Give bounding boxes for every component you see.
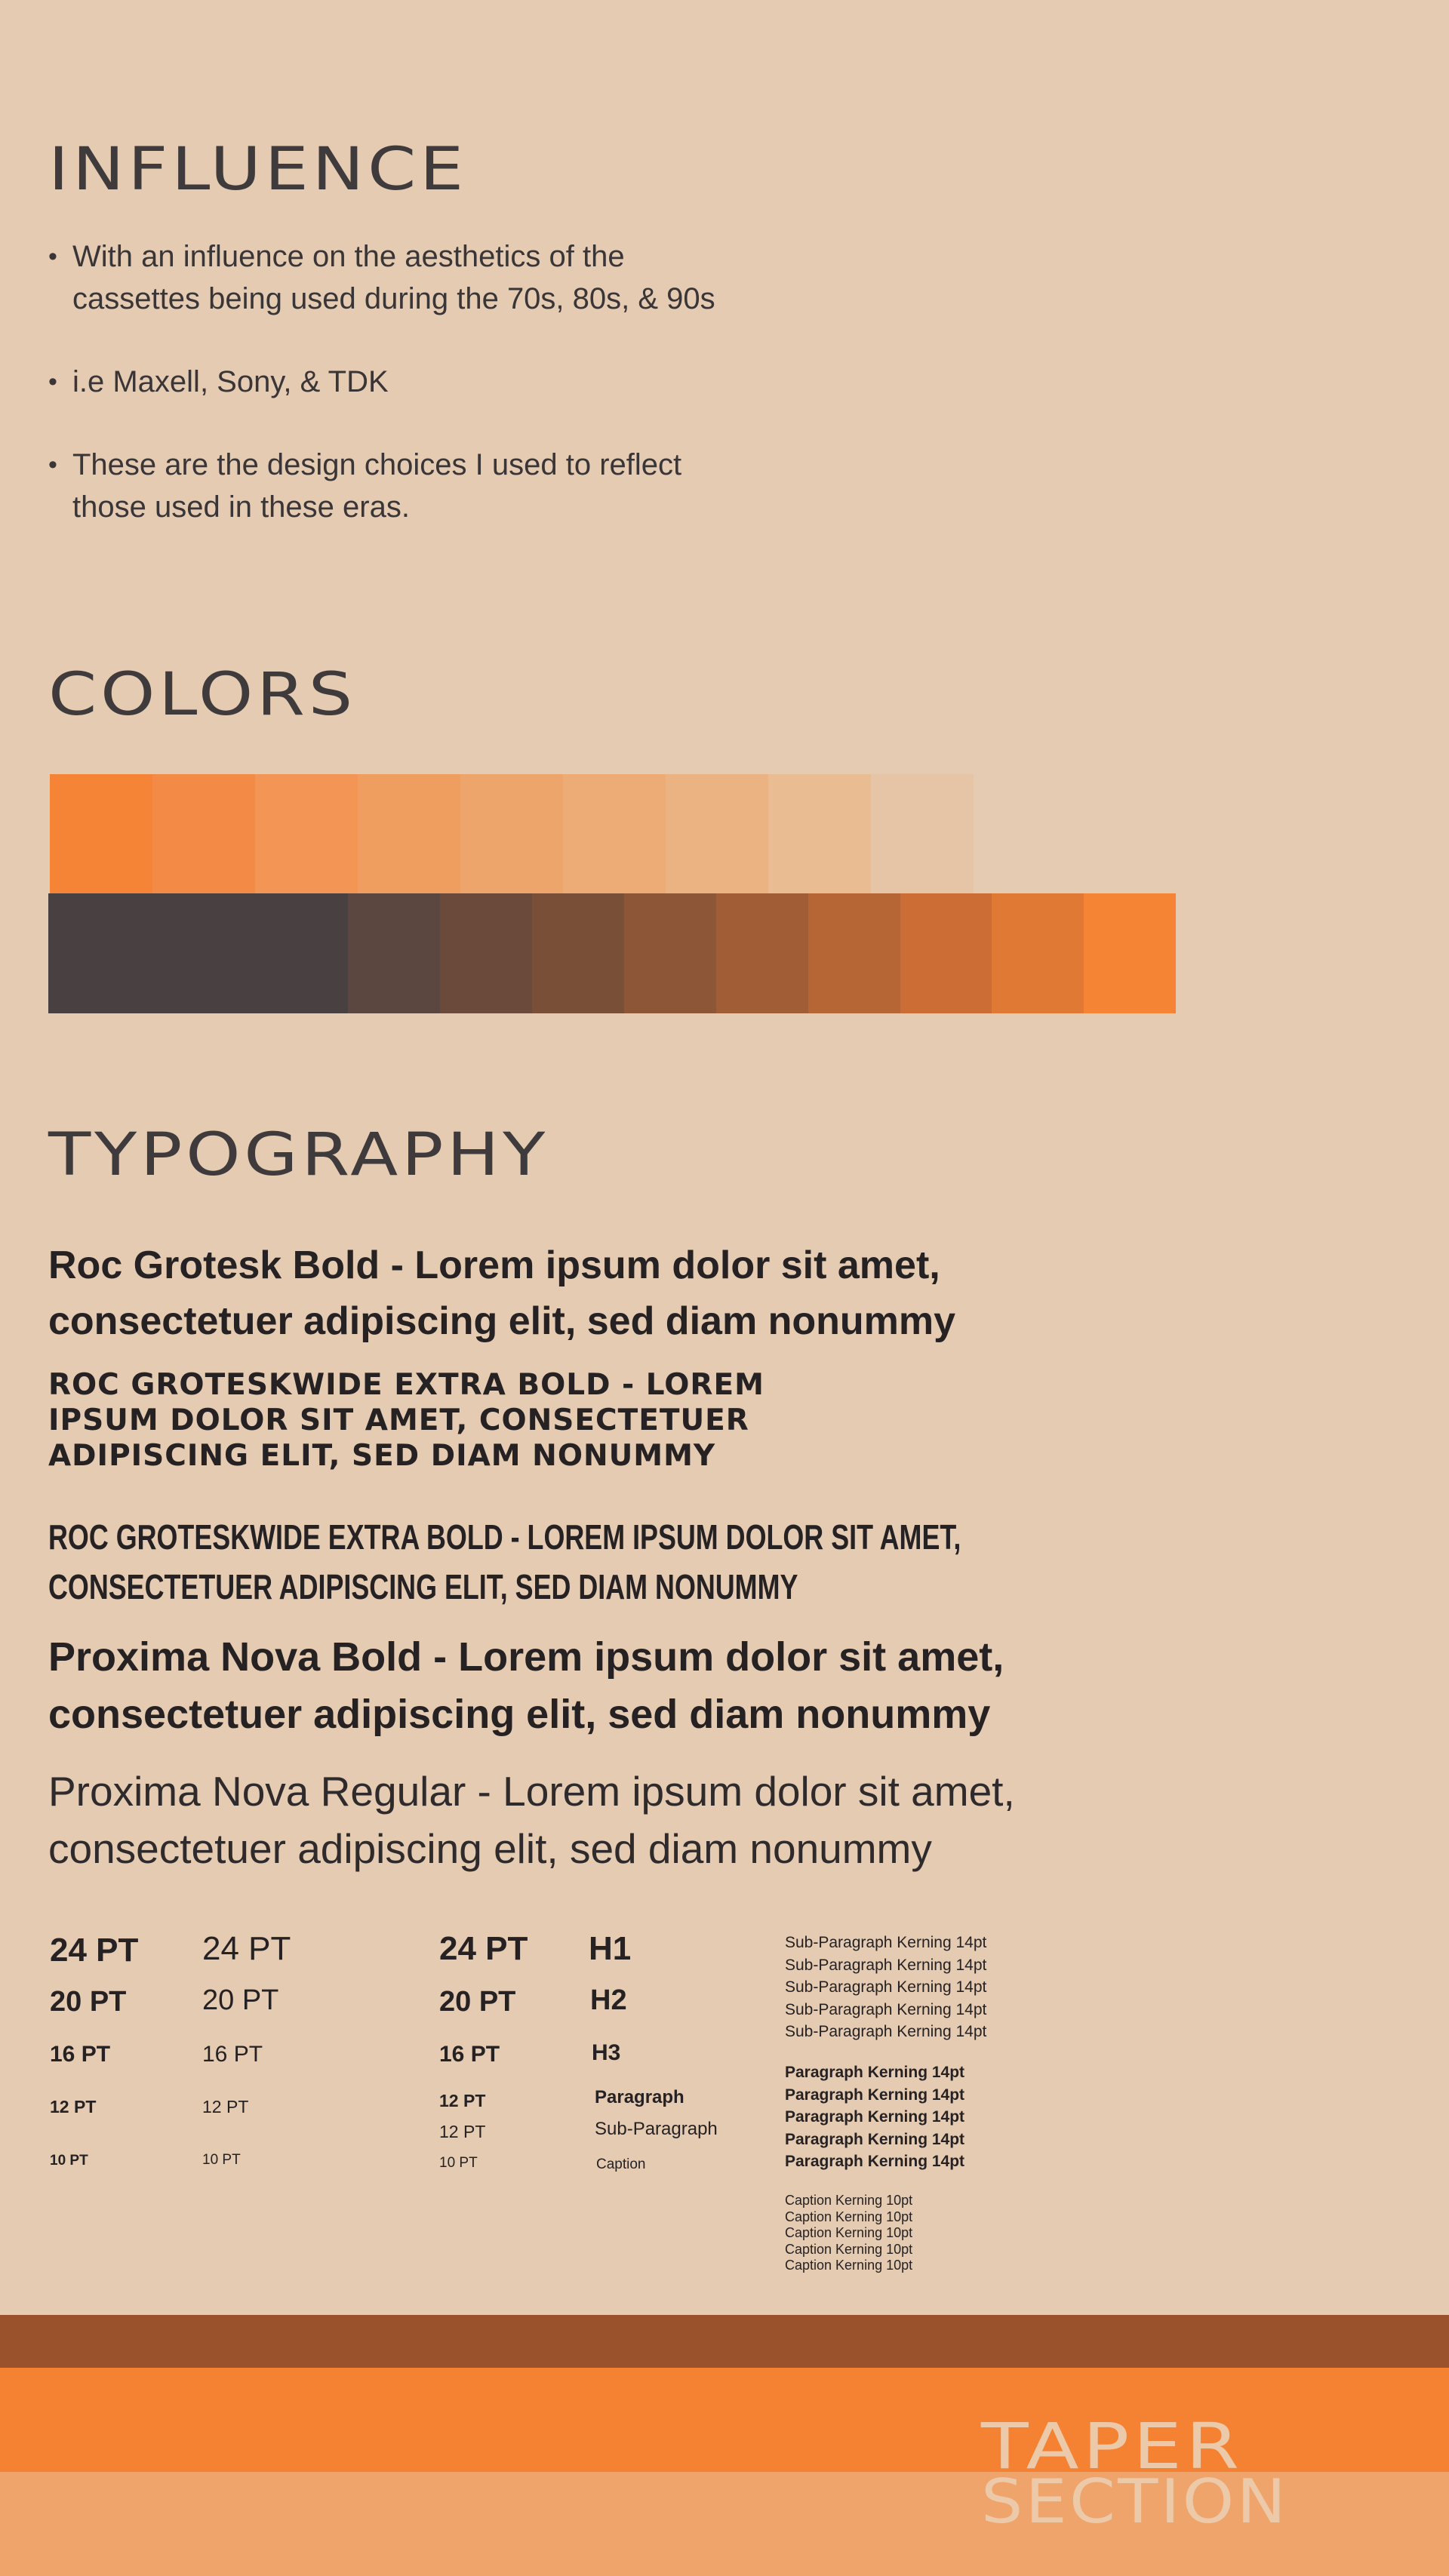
spec-regular-12: 12 PT	[202, 2097, 249, 2116]
color-swatch	[532, 893, 624, 1013]
bullet-line: • i.e Maxell, Sony, & TDK	[72, 365, 389, 398]
spec-regular-16: 16 PT	[202, 2042, 263, 2067]
sample-condensed-extra-bold	[48, 1512, 961, 1612]
kerning-line: Caption Kerning 10pt	[785, 2241, 913, 2257]
influence-bullet	[48, 361, 878, 403]
color-swatch	[1084, 893, 1176, 1013]
color-swatch	[563, 774, 666, 893]
kerning-line: Paragraph Kerning 14pt	[785, 2064, 965, 2081]
spec-regular-20: 20 PT	[202, 1984, 279, 2016]
kerning-paragraph	[785, 2061, 964, 2173]
kerning-line: Paragraph Kerning 14pt	[785, 2130, 965, 2148]
sample-line: consectetuer adipiscing elit, sed diam nonummy	[48, 1825, 932, 1872]
kerning-line: Sub-Paragraph Kerning 14pt	[785, 1978, 987, 1996]
color-swatch	[900, 893, 992, 1013]
colors-title: COLORS	[48, 661, 356, 729]
sample-line: consectetuer adipiscing elit, sed diam nonummy	[48, 1299, 956, 1343]
kerning-line: Paragraph Kerning 14pt	[785, 2086, 965, 2104]
sample-line: ADIPISCING ELIT, SED DIAM NONUMMY	[48, 1439, 716, 1473]
sample-roc-grotesk-bold	[48, 1237, 955, 1349]
spec-mixed-20: 20 PT	[439, 1986, 516, 2018]
color-swatch	[624, 893, 716, 1013]
kerning-line: Caption Kerning 10pt	[785, 2209, 913, 2224]
color-swatch	[50, 774, 152, 893]
spec-mixed-16: 16 PT	[439, 2042, 500, 2067]
spec-mixed-10: 10 PT	[439, 2155, 478, 2171]
influence-title: INFLUENCE	[48, 136, 467, 204]
typography-title: TYPOGRAPHY	[48, 1121, 549, 1189]
logo-line-taper: TAPER	[981, 2409, 1243, 2483]
sample-line: Roc Grotesk Bold - Lorem ipsum dolor sit amet,	[48, 1243, 940, 1287]
color-swatch	[248, 893, 349, 1013]
influence-bullet-list	[48, 235, 878, 569]
spec-bold-12: 12 PT	[50, 2097, 97, 2116]
sample-line: ROC GROTESKWIDE EXTRA BOLD - LOREM	[48, 1368, 764, 1402]
color-swatch	[871, 774, 974, 893]
bullet-line: • These are the design choices I used to reflect	[72, 448, 682, 481]
color-swatch	[255, 774, 358, 893]
color-swatch	[152, 774, 255, 893]
kerning-sub-paragraph	[785, 1932, 986, 2043]
kerning-caption	[785, 2193, 912, 2274]
sample-line: CONSECTETUER ADIPISCING ELIT, SED DIAM NONUMMY	[48, 1567, 798, 1606]
color-swatch	[768, 774, 871, 893]
sample-proxima-nova-bold	[48, 1628, 1004, 1743]
color-swatch	[348, 893, 440, 1013]
sample-proxima-nova-regular	[48, 1763, 1015, 1877]
color-swatch	[992, 893, 1084, 1013]
influence-bullet	[48, 444, 878, 528]
spec-regular-10: 10 PT	[202, 2152, 241, 2168]
spec-mixed-12-bold: 12 PT	[439, 2091, 486, 2110]
sample-line: IPSUM DOLOR SIT AMET, CONSECTETUER	[48, 1403, 749, 1437]
bullet-line: • With an influence on the aesthetics of the	[72, 240, 625, 273]
spec-mixed-12-regular: 12 PT	[439, 2122, 486, 2141]
sample-line: consectetuer adipiscing elit, sed diam nonummy	[48, 1692, 991, 1737]
spec-bold-10: 10 PT	[50, 2153, 88, 2169]
color-palette-dark	[48, 893, 1176, 1013]
spec-bold-20: 20 PT	[50, 1986, 127, 2018]
sample-roc-groteskwide-extra-bold	[48, 1367, 764, 1474]
taper-section-logo	[981, 2409, 1289, 2537]
bullet-line: cassettes being used during the 70s, 80s, & 90s	[72, 282, 715, 315]
footer-band-brown	[0, 2315, 1449, 2368]
kerning-line: Sub-Paragraph Kerning 14pt	[785, 1956, 987, 1974]
kerning-line: Caption Kerning 10pt	[785, 2258, 913, 2273]
spec-h3: H3	[592, 2040, 621, 2065]
spec-mixed-24: 24 PT	[439, 1930, 528, 1967]
influence-bullet	[48, 235, 878, 320]
color-swatch	[48, 893, 148, 1013]
sample-line: Proxima Nova Bold - Lorem ipsum dolor sit amet,	[48, 1634, 1004, 1680]
spec-regular-24: 24 PT	[202, 1930, 291, 1967]
color-swatch	[440, 893, 532, 1013]
kerning-line: Paragraph Kerning 14pt	[785, 2153, 965, 2170]
color-swatch	[716, 893, 808, 1013]
spec-sub-paragraph: Sub-Paragraph	[595, 2119, 718, 2139]
color-swatch	[460, 774, 563, 893]
spec-h2: H2	[590, 1984, 627, 2016]
spec-bold-24: 24 PT	[50, 1932, 139, 1969]
color-swatch	[666, 774, 768, 893]
kerning-line: Sub-Paragraph Kerning 14pt	[785, 2000, 987, 2018]
color-swatch	[148, 893, 248, 1013]
bullet-line: those used in these eras.	[72, 490, 410, 524]
spec-h1: H1	[589, 1930, 632, 1967]
kerning-line: Sub-Paragraph Kerning 14pt	[785, 1934, 987, 1951]
color-swatch	[358, 774, 460, 893]
color-palette-light	[50, 774, 974, 893]
sample-line: ROC GROTESKWIDE EXTRA BOLD - LOREM IPSUM DOLOR SIT AMET,	[48, 1517, 961, 1557]
spec-paragraph: Paragraph	[595, 2087, 685, 2107]
logo-line-section: SECTION	[981, 2467, 1289, 2537]
kerning-line: Caption Kerning 10pt	[785, 2225, 913, 2240]
color-swatch	[808, 893, 900, 1013]
kerning-line: Paragraph Kerning 14pt	[785, 2108, 965, 2126]
kerning-line: Sub-Paragraph Kerning 14pt	[785, 2023, 987, 2040]
spec-caption: Caption	[596, 2156, 646, 2172]
spec-bold-16: 16 PT	[50, 2042, 111, 2067]
kerning-line: Caption Kerning 10pt	[785, 2193, 913, 2208]
sample-line: Proxima Nova Regular - Lorem ipsum dolor sit amet,	[48, 1768, 1015, 1815]
